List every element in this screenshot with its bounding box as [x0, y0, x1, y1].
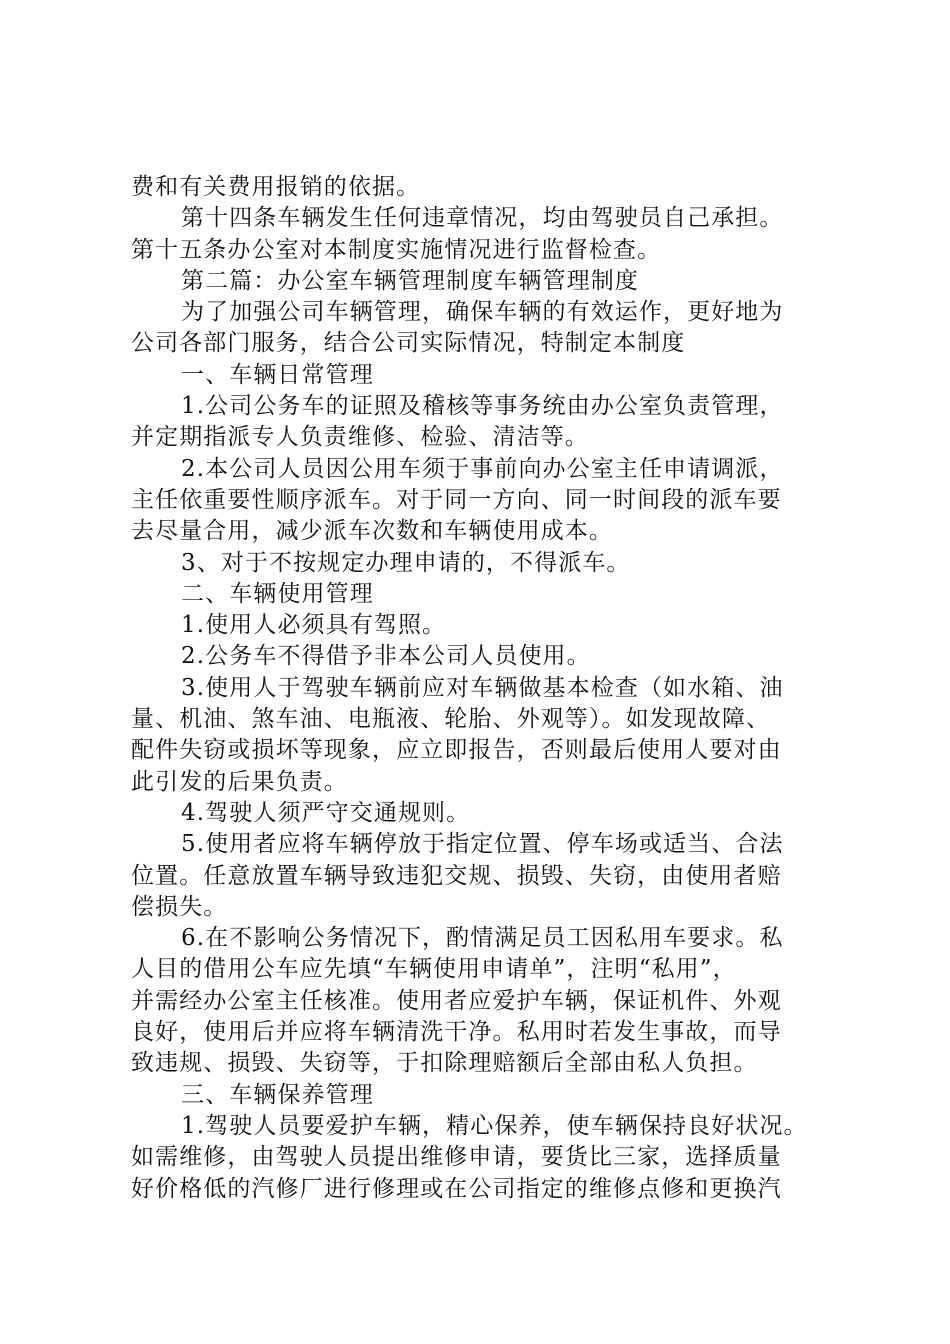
- text-line: 2.本公司人员因公用车须于事前向办公室主任申请调派，: [181, 455, 784, 482]
- text-line: 如需维修，由驾驶人员提出维修申请，要货比三家，选择质量: [131, 1144, 782, 1171]
- text-line: 去尽量合用，减少派车次数和车辆使用成本。: [131, 518, 613, 545]
- text-line: 量、机油、煞车油、电瓶液、轮胎、外观等）。如发现故障、: [131, 706, 771, 733]
- text-line: 3、对于不按规定办理申请的，不得派车。: [181, 549, 631, 576]
- text-line: 1.使用人必须具有驾照。: [181, 612, 447, 639]
- text-line: 位置。任意放置车辆导致违犯交规、损毁、失窃，由使用者赔: [131, 862, 782, 889]
- text-line: 第十五条办公室对本制度实施情况进行监督检查。: [131, 236, 662, 263]
- text-line: 好价格低的汽修厂进行修理或在公司指定的维修点修和更换汽: [131, 1175, 782, 1202]
- text-line: 偿损失。: [131, 893, 228, 920]
- text-line: 二、车辆使用管理: [181, 580, 374, 607]
- text-line: 并定期指派专人负责维修、检验、清洁等。: [131, 424, 589, 451]
- text-line: 3.使用人于驾驶车辆前应对车辆做基本检查（如水箱、油: [181, 674, 784, 701]
- text-line: 5.使用者应将车辆停放于指定位置、停车场或适当、合法: [181, 831, 784, 858]
- text-line: 配件失窃或损坏等现象，应立即报告，否则最后使用人要对由: [131, 737, 782, 764]
- text-line: 1.公司公务车的证照及稽核等事务统由办公室负责管理，: [181, 393, 784, 420]
- text-line: 良好，使用后并应将车辆清洗干净。私用时若发生事故，而导: [131, 1019, 782, 1046]
- text-line: 第十四条车辆发生任何违章情况，均由驾驶员自己承担。: [181, 205, 784, 232]
- document-body: [131, 172, 831, 1205]
- text-line: 费和有关费用报销的依据。: [131, 174, 421, 200]
- text-line: 2.公务车不得借予非本公司人员使用。: [181, 643, 591, 670]
- text-line: 并需经办公室主任核准。使用者应爱护车辆，保证机件、外观: [131, 987, 782, 1014]
- text-line: 第二篇：办公室车辆管理制度车辆管理制度: [181, 267, 639, 294]
- text-line: 4.驾驶人须严守交通规则。: [181, 799, 471, 826]
- text-line: 6.在不影响公务情况下，酌情满足员工因私用车要求。私: [181, 925, 784, 952]
- text-line: 公司各部门服务，结合公司实际情况，特制定本制度: [131, 330, 686, 357]
- text-line: 此引发的后果负责。: [131, 768, 348, 795]
- text-line: 主任依重要性顺序派车。对于同一方向、同一时间段的派车要: [131, 486, 782, 513]
- text-line: 致违规、损毁、失窃等，于扣除理赔额后全部由私人负担。: [131, 1050, 758, 1077]
- text-line: 人目的借用公车应先填“车辆使用申请单”，注明“私用”，: [131, 956, 737, 983]
- text-line: 一、车辆日常管理: [181, 361, 374, 388]
- text-line: 为了加强公司车辆管理，确保车辆的有效运作，更好地为: [181, 299, 784, 326]
- text-line: 1.驾驶人员要爱护车辆，精心保养，使车辆保持良好状况。: [181, 1112, 808, 1139]
- text-line: 三、车辆保养管理: [181, 1081, 374, 1108]
